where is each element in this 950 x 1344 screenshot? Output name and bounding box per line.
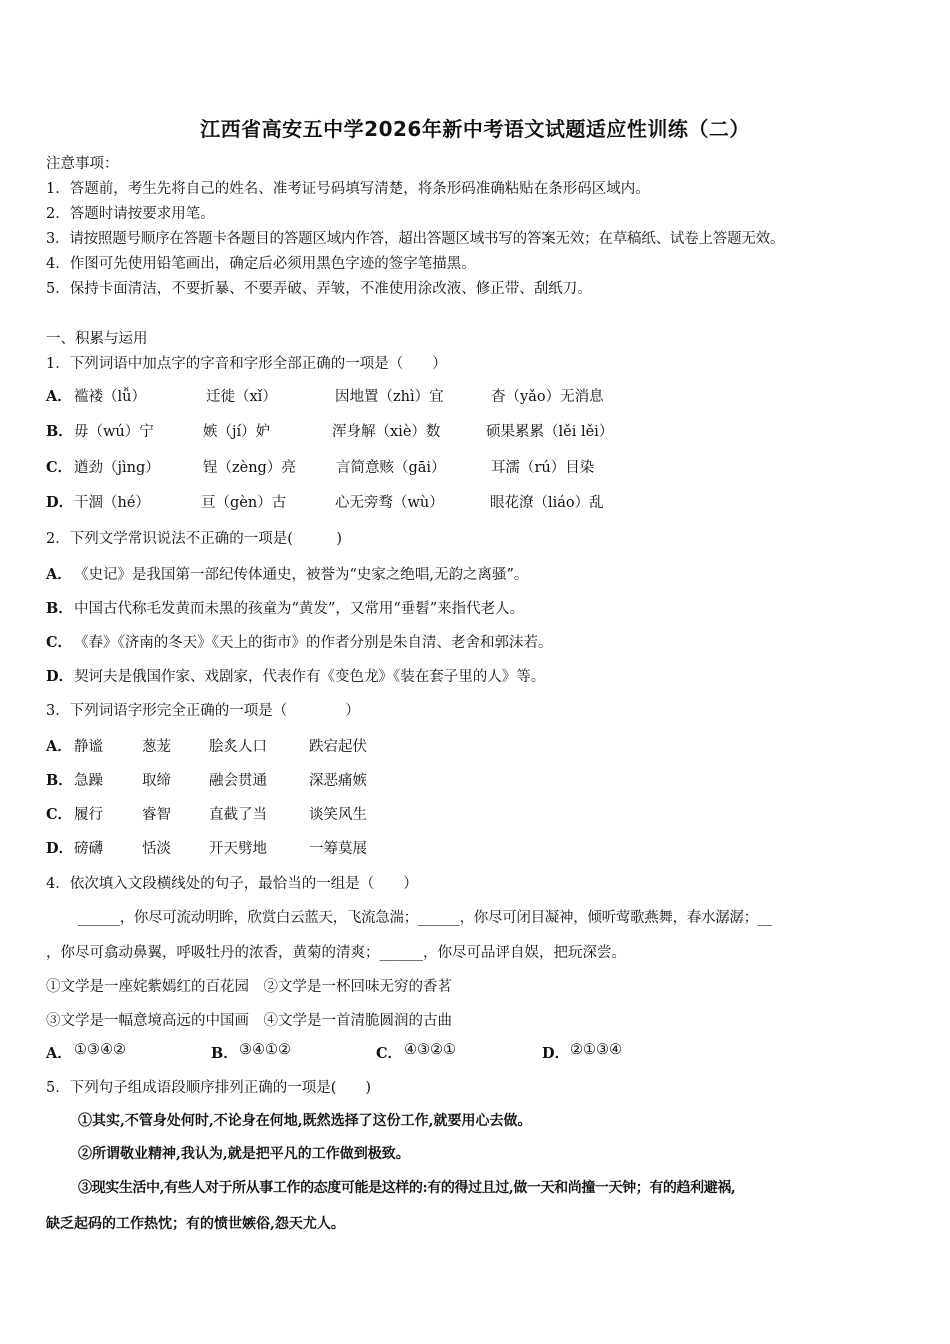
option-item: 浑身解（xiè）数 [332, 424, 441, 440]
option-label: A． [46, 388, 72, 405]
option-label: A． [46, 738, 72, 755]
q4-choices: ③文学是一幅意境高远的中国画 ④文学是一首清脆圆润的古曲 [46, 1013, 452, 1029]
option-label: C． [46, 459, 73, 476]
option-item: 嫉（jí）妒 [203, 424, 271, 440]
option-item: 耳濡（rú）目染 [491, 460, 595, 476]
option-item: 言简意赅（gāi） [336, 460, 446, 476]
option-item: 迁徙（xǐ） [206, 389, 277, 405]
option-item: 深恶痛嫉 [309, 773, 367, 789]
q4-stem: 4．依次填入文段横线处的句子，最恰当的一组是（ ） [46, 876, 418, 892]
option-item: 融会贯通 [209, 773, 267, 789]
notice-item: 2．答题时请按要求用笔。 [46, 206, 215, 222]
section-heading: 一、积累与运用 [46, 331, 148, 347]
option-text: 《史记》是我国第一部纪传体通史，被誉为“史家之绝唱,无韵之离骚”。 [74, 567, 529, 583]
notice-item: 1．答题前，考生先将自己的姓名、准考证号码填写清楚，将条形码准确粘贴在条形码区域内。 [46, 181, 650, 197]
option-label: D． [46, 840, 74, 857]
option-item: 磅礴 [74, 841, 103, 857]
q1-stem: 1．下列词语中加点字的字音和字形全部正确的一项是（ ） [46, 356, 447, 372]
option-item: 睿智 [142, 807, 171, 823]
notice-item: 4．作图可先使用铅笔画出，确定后必须用黑色字迹的签字笔描黑。 [46, 256, 476, 272]
q4-passage: ______，你尽可流动明眸，欣赏白云蓝天，飞流急湍；______，你尽可闭目凝神，倾听莺歌燕舞，春水潺潺；__ [78, 910, 772, 926]
q5-sentence: 缺乏起码的工作热忱；有的愤世嫉俗,怨天尤人。 [46, 1216, 345, 1232]
option-label: C． [376, 1045, 403, 1062]
option-label: C． [46, 806, 73, 823]
option-item: 谈笑风生 [309, 807, 367, 823]
option-item: 取缔 [142, 773, 171, 789]
q5-sentence: ③现实生活中,有些人对于所从事工作的态度可能是这样的:有的得过且过,做一天和尚撞一天钟；有的趋利避祸, [78, 1180, 736, 1196]
option-label: C． [46, 634, 73, 651]
q2-stem: 2．下列文学常识说法不正确的一项是( ) [46, 531, 343, 547]
option-text: 中国古代称毛发黄而未黑的孩童为“黄发”，又常用“垂髫”来指代老人。 [74, 601, 525, 617]
option-item: 干涸（hé） [74, 495, 150, 511]
q3-stem: 3．下列词语字形完全正确的一项是（ ） [46, 703, 360, 719]
option-label: B． [46, 423, 73, 440]
q5-sentence: ①其实,不管身处何时,不论身在何地,既然选择了这份工作,就要用心去做。 [78, 1113, 532, 1129]
option-text: 契诃夫是俄国作家、戏剧家，代表作有《变色龙》《装在套子里的人》等。 [74, 669, 546, 685]
option-text: 《春》《济南的冬天》《天上的街市》的作者分别是朱自清、老舍和郭沫若。 [74, 635, 553, 651]
q5-sentence: ②所谓敬业精神,我认为,就是把平凡的工作做到极致。 [78, 1146, 410, 1162]
option-item: 脍炙人口 [209, 739, 267, 755]
option-item: 葱茏 [142, 739, 171, 755]
option-label: D． [542, 1045, 570, 1062]
option-item: 硕果累累（lěi lěi） [486, 424, 614, 440]
option-label: A． [46, 566, 72, 583]
option-label: D． [46, 668, 74, 685]
option-label: B． [211, 1045, 238, 1062]
option-text: ③④①② [239, 1042, 291, 1058]
option-label: A． [46, 1045, 72, 1062]
option-item: 一筹莫展 [309, 841, 367, 857]
option-label: B． [46, 600, 73, 617]
option-item: 因地置（zhì）宜 [335, 389, 444, 405]
option-text: ①③④② [74, 1042, 126, 1058]
option-label: B． [46, 772, 73, 789]
option-item: 跌宕起伏 [309, 739, 367, 755]
option-item: 静谧 [74, 739, 103, 755]
q5-stem: 5．下列句子组成语段顺序排列正确的一项是( ) [46, 1080, 372, 1096]
option-item: 褴褛（lǚ） [74, 389, 146, 405]
option-label: D． [46, 494, 74, 511]
option-item: 恬淡 [142, 841, 171, 857]
option-item: 亘（gèn）古 [201, 495, 287, 511]
option-item: 履行 [74, 807, 103, 823]
page-title: 江西省高安五中学2026年新中考语文试题适应性训练（二） [200, 117, 750, 141]
q4-passage: ，你尽可翕动鼻翼，呼吸牡丹的浓香，黄菊的清爽；______，你尽可品评自娱，把玩深尝。 [46, 945, 626, 961]
option-item: 遒劲（jìng） [74, 460, 160, 476]
option-item: 开天劈地 [209, 841, 267, 857]
notice-heading: 注意事项： [46, 156, 119, 172]
option-text: ④③②① [404, 1042, 456, 1058]
option-item: 心无旁骛（wù） [335, 495, 444, 511]
option-item: 杳（yǎo）无消息 [491, 389, 604, 405]
option-item: 眼花潦（liáo）乱 [490, 495, 604, 511]
q4-choices: ①文学是一座姹紫嫣红的百花园 ②文学是一杯回味无穷的香茗 [46, 979, 452, 995]
option-item: 毋（wú）宁 [74, 424, 154, 440]
option-item: 锃（zèng）亮 [203, 460, 296, 476]
notice-item: 5．保持卡面清洁，不要折暴、不要弄破、弄皱，不准使用涂改液、修正带、刮纸刀。 [46, 281, 592, 297]
notice-item: 3．请按照题号顺序在答题卡各题目的答题区域内作答，超出答题区域书写的答案无效；在草稿纸、试卷上答题无效。 [46, 231, 785, 247]
option-item: 直截了当 [209, 807, 267, 823]
option-text: ②①③④ [570, 1042, 622, 1058]
option-item: 急躁 [74, 773, 103, 789]
